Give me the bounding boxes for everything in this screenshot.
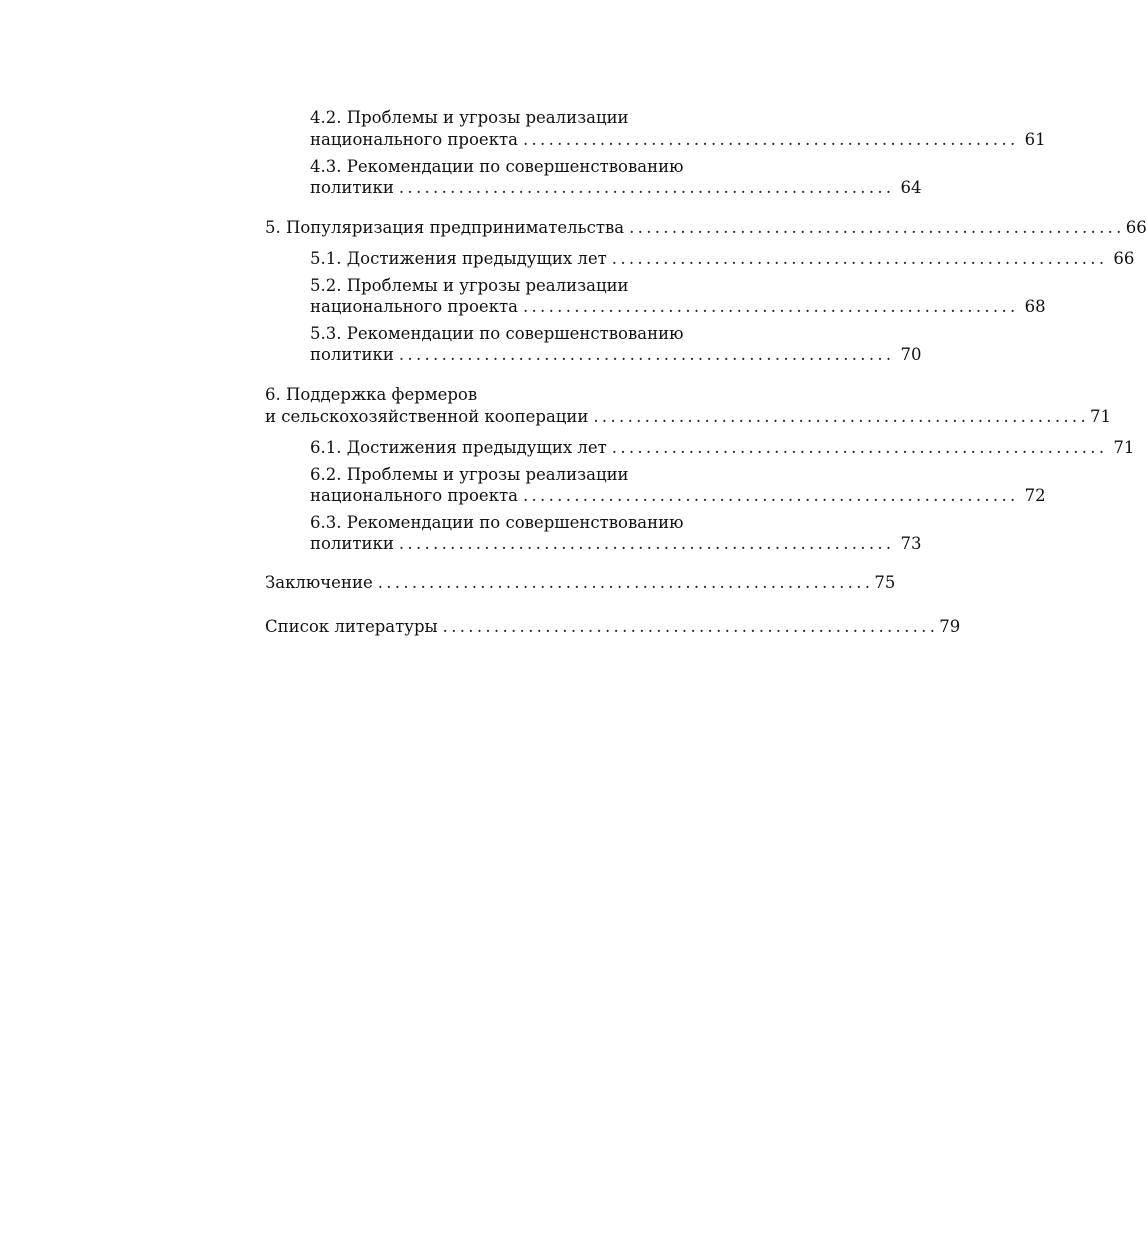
dot-leader: ..........................................................	[611, 249, 1108, 268]
toc-entry-title: 5.3. Рекомендации по совершенствованию	[310, 324, 684, 343]
toc-entry-title: 6.1. Достижения предыдущих лет	[310, 438, 607, 457]
toc-entry-title: 6.2. Проблемы и угрозы реализации	[310, 465, 629, 484]
toc-entry-4-3[interactable]	[310, 177, 922, 198]
page-number: 71	[1113, 438, 1135, 457]
toc-chapter-title: 6. Поддержка фермеров	[265, 385, 478, 404]
page-number: 73	[900, 534, 922, 553]
page-number: 79	[939, 617, 961, 636]
page-number: 61	[1024, 130, 1046, 149]
toc-entry-title: 4.2. Проблемы и угрозы реализации	[310, 108, 629, 127]
page-number: 68	[1024, 297, 1046, 316]
dot-leader: ..........................................................	[377, 573, 874, 592]
toc-entry-4-2-title-line	[310, 107, 752, 128]
page-number: 70	[900, 345, 922, 364]
toc-entry-5-2[interactable]	[310, 296, 1046, 317]
toc-entry-title: политики	[310, 534, 394, 553]
dot-leader: ..........................................................	[522, 130, 1019, 149]
page-number: 66	[1113, 249, 1135, 268]
dot-leader: ..........................................................	[398, 345, 895, 364]
toc-entry-5-2-title-line	[310, 275, 752, 296]
toc-entry-title: политики	[310, 345, 394, 364]
toc-references[interactable]	[265, 616, 961, 637]
page-number: 64	[900, 178, 922, 197]
toc-entry-6-2-title-line	[310, 464, 752, 485]
page-number: 71	[1090, 407, 1111, 426]
toc-entry-title: 5.1. Достижения предыдущих лет	[310, 249, 607, 268]
toc-chapter-title: 5. Популяризация предпринимательства	[265, 218, 625, 237]
dot-leader: ..........................................................	[522, 486, 1019, 505]
toc-entry-6-1[interactable]	[310, 437, 1135, 458]
toc-chapter-6-title-line	[265, 384, 752, 405]
toc-chapter-title: Заключение	[265, 573, 373, 592]
toc-entry-title: 5.2. Проблемы и угрозы реализации	[310, 276, 629, 295]
toc-chapter-title: и сельскохозяйственной кооперации	[265, 407, 589, 426]
dot-leader: ..........................................................	[442, 617, 939, 636]
toc-entry-title: политики	[310, 178, 394, 197]
toc-entry-5-3[interactable]	[310, 344, 922, 365]
page-number: 72	[1024, 486, 1046, 505]
toc-entry-title: 4.3. Рекомендации по совершенствованию	[310, 157, 684, 176]
dot-leader: ..........................................................	[611, 438, 1108, 457]
toc-entry-title: национального проекта	[310, 297, 518, 316]
toc-entry-5-1[interactable]	[310, 248, 1135, 269]
toc-entry-4-2[interactable]	[310, 129, 1046, 150]
toc-chapter-6[interactable]	[265, 406, 1111, 427]
toc-chapter-5[interactable]	[265, 217, 1147, 238]
toc-entry-6-3[interactable]	[310, 533, 922, 554]
toc-entry-6-2[interactable]	[310, 485, 1046, 506]
dot-leader: ..........................................................	[398, 178, 895, 197]
toc-entry-title: 6.3. Рекомендации по совершенствованию	[310, 513, 684, 532]
page-number: 66	[1125, 218, 1147, 237]
toc-entry-6-3-title-line	[310, 512, 752, 533]
toc-entry-4-3-title-line	[310, 156, 752, 177]
dot-leader: ..........................................................	[629, 218, 1125, 237]
toc-entry-5-3-title-line	[310, 323, 752, 344]
dot-leader: ..........................................................	[593, 407, 1089, 426]
toc-entry-title: национального проекта	[310, 486, 518, 505]
toc-conclusion[interactable]	[265, 572, 896, 593]
dot-leader: ..........................................................	[398, 534, 895, 553]
dot-leader: ..........................................................	[522, 297, 1019, 316]
page-number: 75	[874, 573, 896, 592]
toc-entry-title: национального проекта	[310, 130, 518, 149]
toc-chapter-title: Список литературы	[265, 617, 438, 636]
